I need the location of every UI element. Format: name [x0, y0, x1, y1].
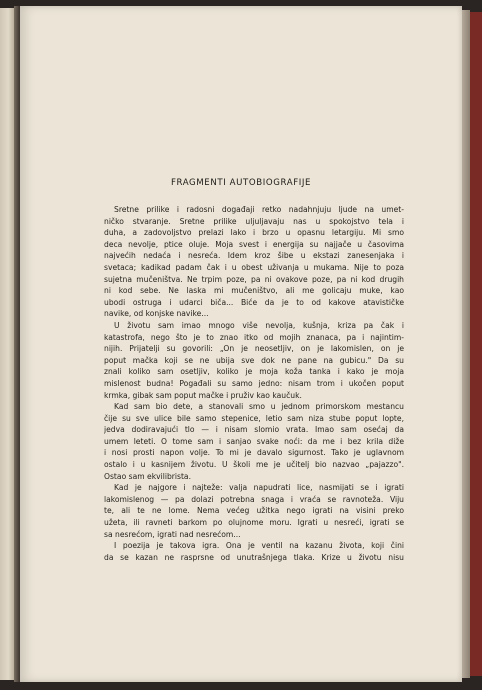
text-line: duha, a zadovoljstvo prelazi lako i brzo u opasnu letargiju. Mi smo — [104, 228, 404, 238]
text-line: ubodi ostruga i udarci biča... Biće da je to od kakove atavističke — [104, 297, 404, 307]
text-line: sujetna mučeništva. Ne trpim poze, pa ni ovakove poze, pa ni kod drugih — [104, 274, 404, 284]
page-stack-edge — [462, 10, 470, 678]
text-line: i nosi prosti napon volje. To mi je davalo sigurnost. Tako je uglavnom — [104, 448, 404, 458]
text-line: nijih. Prijatelji su govorili: „On je neosetljiv, on je lakomislen, on je — [104, 344, 404, 354]
text-line: najvećih nedaća i nesreća. Idem kroz šibe u ekstazi zanesenjaka i — [104, 251, 404, 261]
book-page — [20, 6, 462, 682]
book-cover-edge — [470, 12, 482, 676]
text-line: Sretne prilike i radosni događaji retko nadahnjuju ljude na umet- — [114, 205, 404, 214]
text-line: ni kod sebe. Ne laska mi mučeništvo, ali me golicaju muke, kao — [104, 286, 404, 296]
body-text — [104, 204, 404, 563]
text-line: te, ali te ne lome. Nema većeg užitka nego igrati na visini preko — [104, 506, 404, 516]
chapter-title: FRAGMENTI AUTOBIOGRAFIJE — [170, 178, 312, 188]
text-line: da se kazan ne rasprsne od unutrašnjega tlaka. Krize u životu nisu — [104, 552, 404, 562]
text-line: poput mačka koji se ne ubija sve dok ne pane na gubicu." Da su — [104, 355, 404, 365]
text-line: ničko stvaranje. Sretne prilike uljuljavaju nas u spokojstvo tela i — [104, 216, 404, 226]
text-line: sa nesrećom, igrati nad nesrećom... — [104, 529, 241, 539]
text-line: I poezija je takova igra. Ona je ventil na kazanu života, koji čini — [114, 541, 404, 551]
text-line: U životu sam imao mnogo više nevolja, kušnja, kriza pa čak i — [114, 320, 404, 330]
left-page-edge — [0, 8, 14, 680]
text-line: užeta, ili ravneti barkom po olujnome moru. Igrati u nesreći, igrati se — [104, 518, 404, 528]
text-line: umem leteti. O tome sam i sanjao svake noći: da me i bez krila diže — [104, 436, 404, 446]
text-line: deca nevolje, ptice oluje. Moja svest i energija su najjače u časovima — [104, 239, 404, 249]
text-line: ostalo i u kasnijem životu. U školi me je učitelj bio nazvao „pajazzo". — [104, 460, 404, 470]
text-line: čije su sve ulice bile samo stepenice, letio sam niza stube poput lopte, — [104, 413, 404, 423]
text-line: jedva dodiravajući tlo — i nisam slomio vrata. Imao sam osećaj da — [104, 425, 404, 435]
text-line: znali koliko sam osetljiv, koliko je moja koža tanka i kako je moja — [104, 367, 404, 377]
text-line: krmka, gibak sam poput mačke i pruživ kao kaučuk. — [104, 390, 302, 400]
text-line: navike, od konjske navike... — [104, 309, 209, 319]
text-line: Kad sam bio dete, a stanovali smo u jednom primorskom mestancu — [114, 402, 404, 412]
text-line: lakomislenog — pa dolazi potrebna snaga i vraća se ravnoteža. Viju — [104, 494, 404, 504]
text-line: katastrofa, nego što je to znao itko od mojih znanaca, pa i najintim- — [104, 332, 404, 342]
text-line: Kad je najgore i najteže: valja napudrati lice, nasmijati se i igrati — [114, 483, 404, 493]
text-line: mislenost budna! Pogađali su samo jedno: nisam trom i ukočen poput — [104, 378, 404, 388]
text-line: svetaca; kadikad padam čak i u obest uživanja u mukama. Nije to poza — [104, 262, 404, 272]
text-line: Ostao sam ekvilibrista. — [104, 471, 191, 481]
